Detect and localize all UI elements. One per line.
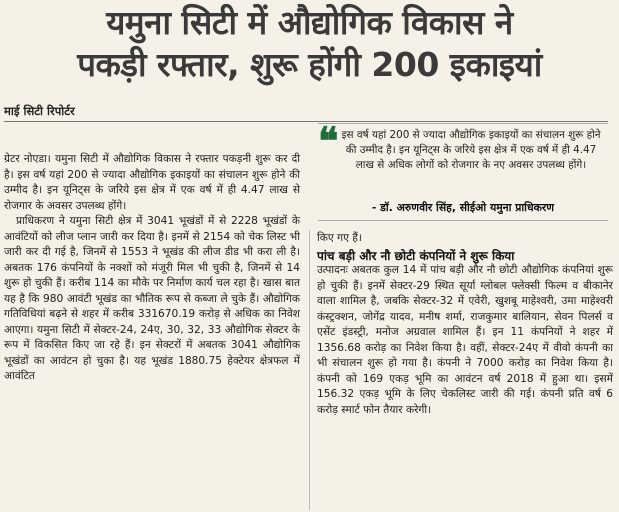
pull-quote — [318, 118, 608, 221]
headline — [0, 2, 619, 86]
right-column — [317, 263, 613, 418]
headline-line-2: पकड़ी रफ्तार, शुरू होंगी 200 इकाइयां — [77, 45, 542, 84]
left-column — [4, 152, 300, 385]
left-paragraph-2: प्राधिकरण ने यमुना सिटी क्षेत्र में 3041 भूखंडों में से 2228 भूखंडों के आवंटियों को लीज प्लान जारी कर दिया है। इनमें से 2154 को चेक लिस्ट भी जारी कर दी गई है, जिनमें से 1553 ने भूखंड की लीज डीड भी करा ली है। अबतक 176 कंपनियों के नक्शों को मंजूरी मिल भी चुकी है, जिनमें से 14 शुरू हो चुकी हैं। करीब 114 का मौके पर निर्माण कार्य चल रहा है। खास बात यह है कि 980 आवंटी भूखंड का भौतिक रूप से कब्जा ले चुके हैं। औद्योगिक गतिविधियां बढ़ने से शहर में करीब 331670.19 करोड़ से अधिक का निवेश आएगा। यमुना सिटी में सेक्टर-24, 24ए, 30, 32, 33 औद्योगिक सेक्टर के रूप में विकसित किए जा रहे हैं। इन सेक्टरों में अबतक 3041 औद्योगिक भूखंडों का आवंटन हो चुका है। यह भूखंड 1880.75 हेक्टेयर क्षेत्रफल में आवंटित — [4, 215, 300, 382]
section-subhead: पांच बड़ी और नौ छोटी कंपनियों ने शुरू किया — [317, 249, 515, 263]
right-column-continuation — [317, 231, 613, 247]
headline-line-1: यमुना सिटी में औद्योगिक विकास ने — [106, 3, 513, 42]
continuation-text: किए गए हैं। — [317, 232, 362, 244]
pull-quote-text: इस वर्ष यहां 200 से ज्यादा औद्योगिक इकाइयों का संचालन शुरू होने की उम्मीद है। इन यूनिट्स के जरिये इस क्षेत्र में एक वर्ष में ही 4.47 लाख से अधिक लोगों को रोजगार के नए अवसर उपलब्ध होंगे। — [341, 129, 601, 171]
column-divider — [309, 230, 310, 510]
quote-mark-icon: ❝ — [318, 118, 339, 163]
left-paragraph-1: ग्रेटर नोएडा। यमुना सिटी में औद्योगिक विकास ने रफ्तार पकड़नी शुरू कर दी है। इस वर्ष यहां 200 से ज्यादा औद्योगिक इकाइयों का संचालन शुरू होने की उम्मीद है। इन यूनिट्स के जरिये इस क्षेत्र में एक वर्ष में ही 4.47 लाख से रोजगार के अवसर उपलब्ध होंगे। — [4, 153, 300, 212]
byline-divider — [4, 121, 608, 122]
byline: माई सिटी रिपोर्टर — [4, 104, 75, 118]
pull-quote-attribution: - डॉ. अरुणवीर सिंह, सीईओ यमुना प्राधिकरण — [371, 201, 555, 214]
right-paragraph-1: उत्पादनः अबतक कुल 14 में पांच बड़ी और नौ छोटी औद्योगिक कंपनियां शुरू हो चुकी हैं। इनमें सेक्टर-29 स्थित सूर्या ग्लोबल फ्लेक्सी फिल्म व बीकानेर वाला शामिल है, जबकि सेक्टर-32 में एवेरी, खुशबू माहेश्वरी, उमा माहेश्वरी कंस्ट्रक्शन, जोगेंद्र यादव, मनीष शर्मा, राजकुमार बालियान, सेवन पिलर्स व एसेंट इंडस्ट्री, मनोज अग्रवाल शामिल हैं। इन 11 कंपनियों ने शहर में 1356.68 करोड़ का निवेश किया है। वहीं, सेक्टर-24ए में वीवो कंपनी का भी संचालन शुरू हो गया है। कंपनी ने 7000 करोड़ का निवेश किया है। कंपनी को 169 एकड़ भूमि का आवंटन वर्ष 2018 में हुआ था। इसमें 156.32 एकड़ भूमि के लिए चेकलिस्ट जारी की गई। कंपनी प्रति वर्ष 6 करोड़ स्मार्ट फोन तैयार करेगी। — [317, 264, 613, 416]
